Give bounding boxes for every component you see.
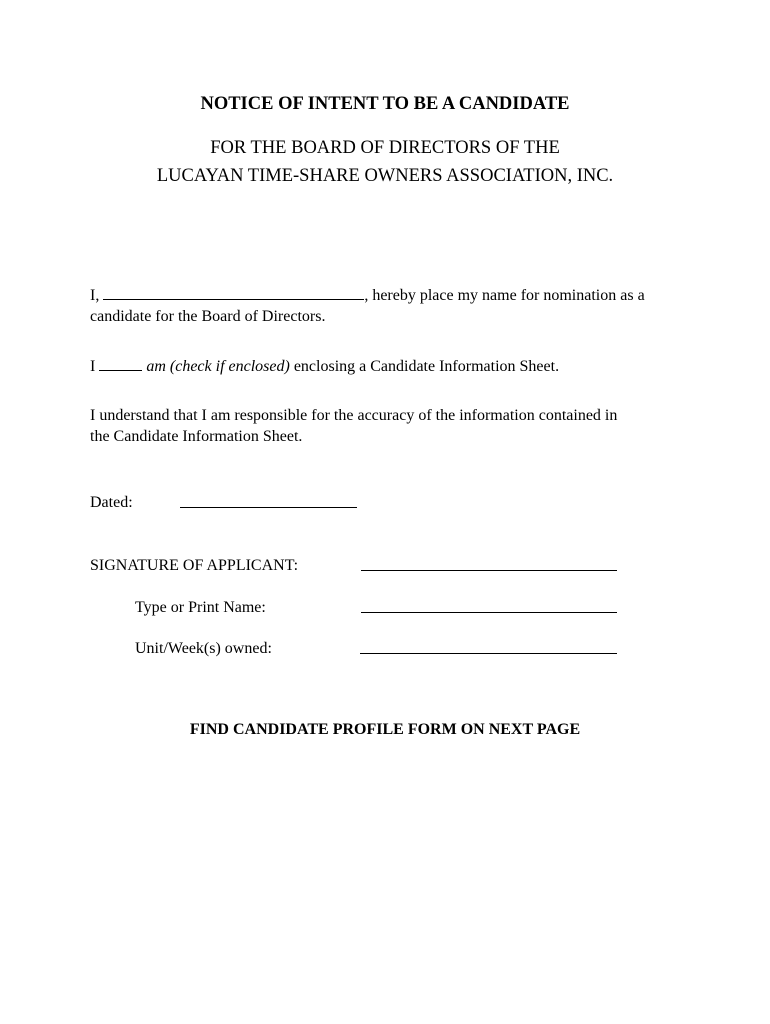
responsibility-line1: I understand that I am responsible for the accuracy of the information contained in [90, 407, 618, 424]
document-title: NOTICE OF INTENT TO BE A CANDIDATE [200, 94, 570, 114]
candidate-name-blank[interactable] [103, 286, 364, 300]
unit-week-label: Unit/Week(s) owned: [135, 640, 272, 657]
signature-label: SIGNATURE OF APPLICANT: [90, 557, 299, 574]
nomination-statement [90, 285, 645, 306]
document-subtitle-line2: LUCAYAN TIME-SHARE OWNERS ASSOCIATION, INC. [156, 166, 614, 186]
print-name-blank[interactable] [361, 599, 617, 613]
document-subtitle-line1: FOR THE BOARD OF DIRECTORS OF THE [210, 138, 560, 158]
enclosure-italic-note: am (check if enclosed) [146, 358, 290, 375]
signature-blank[interactable] [361, 557, 617, 571]
nomination-suffix: , hereby place my name for nomination as a [364, 287, 645, 304]
enclosure-check-blank[interactable] [99, 357, 142, 371]
dated-blank[interactable] [180, 494, 357, 508]
nomination-continuation: candidate for the Board of Directors. [90, 308, 326, 325]
dated-label: Dated: [90, 494, 133, 511]
next-page-notice: FIND CANDIDATE PROFILE FORM ON NEXT PAGE [189, 721, 581, 738]
responsibility-line2: the Candidate Information Sheet. [90, 428, 303, 445]
unit-week-blank[interactable] [360, 640, 617, 654]
enclosure-prefix: I [90, 358, 96, 375]
print-name-label: Type or Print Name: [135, 599, 266, 616]
enclosure-statement [90, 356, 559, 377]
enclosure-suffix: enclosing a Candidate Information Sheet. [293, 358, 560, 375]
nomination-prefix: I, [90, 287, 100, 304]
